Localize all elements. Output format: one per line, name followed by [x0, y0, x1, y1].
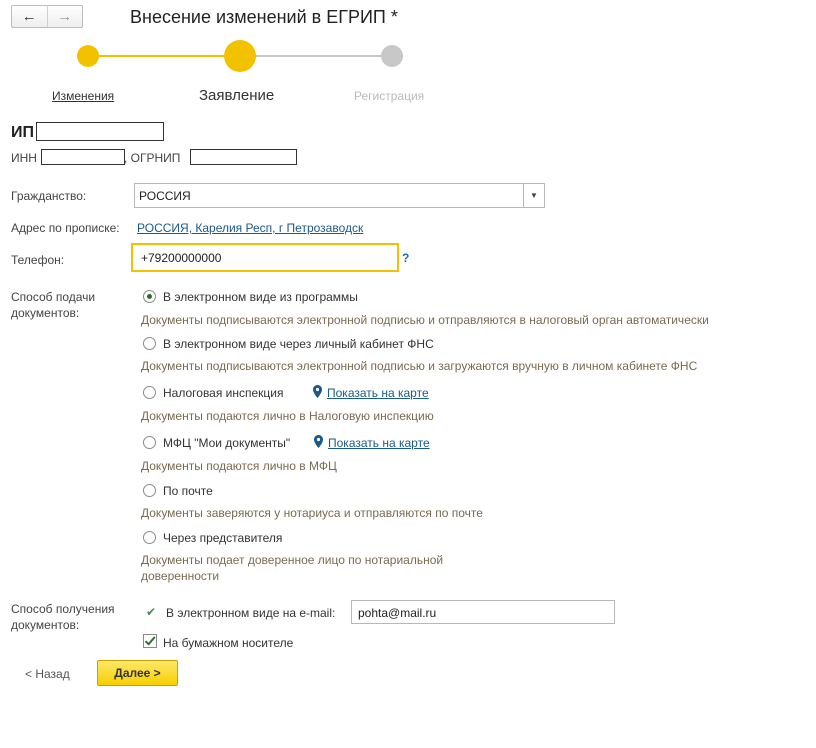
option-post[interactable]: По почте: [163, 484, 213, 498]
option-electronic-program-desc: Документы подписываются электронной подписью и отправляются в налоговый орган автоматически: [141, 313, 709, 327]
checkbox-check-icon: [143, 634, 157, 648]
page-title: Внесение изменений в ЕГРИП *: [130, 7, 398, 27]
submission-label-line1: Способ подачи: [11, 290, 96, 304]
redacted-name: [36, 122, 164, 141]
citizenship-label: Гражданство:: [11, 189, 87, 203]
email-value: pohta@mail.ru: [358, 606, 437, 620]
option-tax-office[interactable]: Налоговая инспекция: [163, 386, 284, 400]
option-representative-desc-line2: доверенности: [141, 569, 220, 583]
radio-electronic-program[interactable]: [143, 290, 156, 303]
radio-mfc[interactable]: [143, 436, 156, 449]
option-representative[interactable]: Через представителя: [163, 531, 283, 545]
submission-label-line2: документов:: [11, 306, 80, 320]
stepper: [0, 36, 816, 78]
option-tax-office-desc: Документы подаются лично в Налоговую инспекцию: [141, 409, 434, 423]
option-mfc-desc: Документы подаются лично в МФЦ: [141, 459, 337, 473]
radio-electronic-fns[interactable]: [143, 337, 156, 350]
email-input[interactable]: [351, 600, 615, 624]
step-dot-pending: [381, 45, 403, 67]
step-dot-current: [224, 40, 256, 72]
redacted-ogrnip: [190, 149, 297, 165]
option-electronic-program[interactable]: В электронном виде из программы: [163, 290, 358, 304]
redacted-inn: [41, 149, 125, 165]
option-mfc[interactable]: МФЦ "Мои документы": [163, 436, 291, 450]
receipt-label-line1: Способ получения: [11, 602, 115, 616]
option-representative-desc-line1: Документы подает доверенное лицо по нотариальной: [141, 553, 444, 567]
forward-arrow-icon[interactable]: →: [57, 8, 73, 25]
check-icon[interactable]: ✔: [146, 605, 157, 619]
step-label-changes[interactable]: Изменения: [52, 89, 115, 103]
address-label: Адрес по прописке:: [11, 221, 120, 235]
option-electronic-fns[interactable]: В электронном виде через личный кабинет ФНС: [163, 337, 434, 351]
step-dot-done: [77, 45, 99, 67]
radio-tax-office[interactable]: [143, 386, 156, 399]
radio-post[interactable]: [143, 484, 156, 497]
next-button[interactable]: Далее >: [97, 660, 178, 686]
inn-label: ИНН: [11, 151, 37, 165]
mfc-map-link[interactable]: Показать на карте: [328, 436, 430, 450]
map-pin-icon: [314, 435, 323, 448]
option-post-desc: Документы заверяются у нотариуса и отправляются по почте: [141, 506, 483, 520]
radio-representative[interactable]: [143, 531, 156, 544]
help-icon[interactable]: ?: [402, 251, 410, 265]
map-pin-icon: [313, 385, 322, 398]
ogrnip-label: , ОГРНИП: [124, 151, 181, 165]
citizenship-value: РОССИЯ: [139, 189, 191, 203]
phone-value: +79200000000: [141, 251, 222, 265]
back-button[interactable]: < Назад: [25, 667, 70, 681]
dropdown-arrow-icon[interactable]: ▼: [523, 184, 544, 207]
option-email[interactable]: В электронном виде на e-mail:: [166, 606, 336, 620]
tax-office-map-link[interactable]: Показать на карте: [327, 386, 429, 400]
address-link[interactable]: РОССИЯ, Карелия Респ, г Петрозаводск: [137, 221, 364, 235]
paper-checkbox[interactable]: [143, 634, 157, 648]
option-electronic-fns-desc: Документы подписываются электронной подписью и загружаются вручную в личном кабинете ФНС: [141, 359, 698, 373]
receipt-label-line2: документов:: [11, 618, 80, 632]
entity-prefix: ИП: [11, 124, 34, 141]
history-nav: [11, 5, 83, 28]
citizenship-select[interactable]: [134, 183, 545, 208]
step-label-statement: Заявление: [199, 87, 275, 104]
back-arrow-icon[interactable]: ←: [21, 8, 37, 25]
option-paper[interactable]: На бумажном носителе: [163, 636, 294, 650]
phone-label: Телефон:: [11, 253, 65, 267]
phone-input[interactable]: [131, 243, 399, 272]
step-label-registration: Регистрация: [354, 89, 425, 103]
